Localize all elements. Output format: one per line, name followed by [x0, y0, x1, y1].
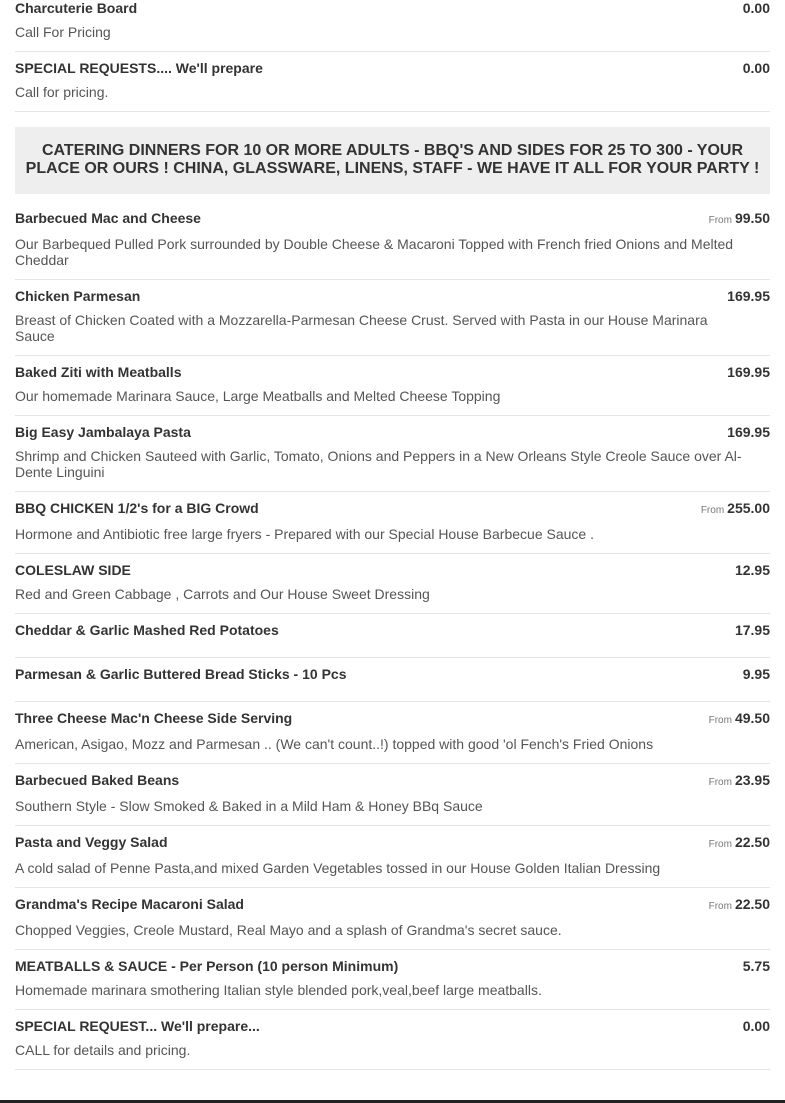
menu-item-description: Our Barbequed Pulled Pork surrounded by Double Cheese & Macaroni Topped with French fried Onions and Melted Cheddar	[15, 236, 734, 268]
menu-item-price-group	[735, 562, 770, 579]
menu-item-description: A cold salad of Penne Pasta,and mixed Garden Vegetables tossed in our House Golden Italian Dressing	[15, 860, 661, 876]
menu-item-description: Red and Green Cabbage , Carrots and Our House Sweet Dressing	[15, 586, 430, 602]
menu-item-price-group	[743, 1018, 770, 1035]
menu-item-price: 0.00	[742, 0, 770, 16]
menu-item-name: Chicken Parmesan	[15, 288, 141, 304]
menu-item-header	[15, 710, 770, 729]
menu-item-header	[15, 0, 770, 17]
menu-item[interactable]	[15, 702, 770, 764]
menu-item-description: Hormone and Antibiotic free large fryers - Prepared with our Special House Barbecue Sauce .	[15, 526, 594, 542]
menu-item-description: Call For Pricing	[15, 24, 111, 40]
menu-list	[15, 0, 770, 1070]
menu-item-price-group	[743, 666, 770, 683]
menu-item-price: 0.00	[742, 60, 770, 76]
menu-item-header	[15, 424, 770, 441]
menu-item-header	[15, 834, 770, 853]
menu-item[interactable]	[15, 614, 770, 658]
menu-item-header	[15, 622, 770, 639]
menu-item-name: SPECIAL REQUESTS.... We'll prepare	[15, 60, 263, 76]
menu-item-description: CALL for details and pricing.	[15, 1042, 191, 1058]
menu-item-price-group	[709, 710, 770, 729]
menu-item-price: 5.75	[742, 958, 770, 974]
price-from-label: From	[708, 901, 732, 912]
menu-item-header	[15, 562, 770, 579]
menu-item-price-group	[743, 958, 770, 975]
menu-item-price: 22.50	[734, 896, 770, 912]
price-from-label: From	[708, 777, 732, 788]
menu-item[interactable]	[15, 826, 770, 888]
menu-item[interactable]	[15, 950, 770, 1010]
price-from-label: From	[700, 505, 725, 516]
menu-item-header	[15, 896, 770, 915]
menu-item-price-group	[743, 60, 770, 77]
menu-item-header	[15, 288, 770, 305]
menu-item-price: 49.50	[734, 710, 770, 726]
menu-item-name: Big Easy Jambalaya Pasta	[15, 424, 191, 440]
menu-item[interactable]	[15, 202, 770, 280]
menu-item[interactable]	[15, 356, 770, 416]
menu-item[interactable]	[15, 1010, 770, 1070]
price-from-label: From	[708, 839, 732, 850]
menu-item-description: American, Asigao, Mozz and Parmesan .. (We can't count..!) topped with good 'ol Fench's Fried Onions	[15, 736, 654, 752]
menu-item-header	[15, 500, 770, 519]
menu-item-header	[15, 1018, 770, 1035]
menu-item-price: 255.00	[727, 500, 770, 516]
menu-item-price-group	[709, 772, 770, 791]
menu-item-price-group	[709, 210, 770, 229]
menu-item[interactable]	[15, 0, 770, 52]
menu-item-name: COLESLAW SIDE	[15, 562, 131, 578]
menu-item-price-group	[735, 622, 770, 639]
menu-item-name: Parmesan & Garlic Buttered Bread Sticks - 10 Pcs	[15, 666, 347, 682]
menu-item-name: Cheddar & Garlic Mashed Red Potatoes	[15, 622, 279, 638]
menu-item[interactable]	[15, 554, 770, 614]
menu-item-price: 169.95	[727, 288, 770, 304]
menu-item-price: 17.95	[734, 622, 770, 638]
menu-item-price-group	[743, 0, 770, 17]
menu-item-description: Shrimp and Chicken Sauteed with Garlic, Tomato, Onions and Peppers in a New Orleans Style Creole Sauce over Al-Dente Linguini	[15, 448, 742, 480]
menu-item-price: 23.95	[734, 772, 770, 788]
menu-item[interactable]	[15, 280, 770, 356]
top-items-section	[15, 0, 770, 112]
menu-item-price-group	[727, 424, 770, 441]
menu-item[interactable]	[15, 658, 770, 702]
menu-item-header	[15, 210, 770, 229]
menu-item-name: Baked Ziti with Meatballs	[15, 364, 182, 380]
menu-item-description: Southern Style - Slow Smoked & Baked in a Mild Ham & Honey BBq Sauce	[15, 798, 483, 814]
menu-item-description: Chopped Veggies, Creole Mustard, Real Mayo and a splash of Grandma's secret sauce.	[15, 922, 562, 938]
menu-item[interactable]	[15, 416, 770, 492]
menu-item-price-group	[727, 288, 770, 305]
menu-item-price-group	[727, 364, 770, 381]
menu-item-name: Barbecued Baked Beans	[15, 772, 180, 788]
menu-item-price: 0.00	[742, 1018, 770, 1034]
menu-item-description: Breast of Chicken Coated with a Mozzarella-Parmesan Cheese Crust. Served with Pasta in our House Marinara Sauce	[15, 312, 708, 344]
menu-item-price: 9.95	[742, 666, 770, 682]
menu-item-price: 12.95	[734, 562, 770, 578]
menu-item-price: 99.50	[734, 210, 770, 226]
price-from-label: From	[708, 715, 732, 726]
menu-item-price-group	[709, 834, 770, 853]
menu-item-price: 169.95	[727, 364, 770, 380]
menu-item-price: 169.95	[727, 424, 770, 440]
menu-item-description: Call for pricing.	[15, 84, 109, 100]
menu-item-price-group	[701, 500, 770, 519]
catering-banner: CATERING DINNERS FOR 10 OR MORE ADULTS - BBQ'S AND SIDES FOR 25 TO 300 - YOUR PLACE OR OURS ! CHINA, GLASSWARE, LINENS, STAFF - WE HAVE IT ALL FOR YOUR PARTY !	[15, 127, 770, 194]
menu-item-header	[15, 364, 770, 381]
catering-items-section	[15, 202, 770, 1070]
menu-item[interactable]	[15, 888, 770, 950]
menu-item[interactable]	[15, 492, 770, 554]
price-from-label: From	[708, 215, 732, 226]
menu-item-description: Homemade marinara smothering Italian style blended pork,veal,beef large meatballs.	[15, 982, 542, 998]
menu-item-name: Grandma's Recipe Macaroni Salad	[15, 896, 244, 912]
menu-item-name: Pasta and Veggy Salad	[15, 834, 168, 850]
menu-item-price-group	[709, 896, 770, 915]
menu-item-name: SPECIAL REQUEST... We'll prepare...	[15, 1018, 260, 1034]
menu-item-header	[15, 958, 770, 975]
menu-item-price: 22.50	[734, 834, 770, 850]
menu-item-description: Our homemade Marinara Sauce, Large Meatballs and Melted Cheese Topping	[15, 388, 501, 404]
menu-item-name: BBQ CHICKEN 1/2's for a BIG Crowd	[15, 500, 259, 516]
menu-item-header	[15, 666, 770, 683]
menu-item-name: Barbecued Mac and Cheese	[15, 210, 201, 226]
menu-item-name: Charcuterie Board	[15, 0, 138, 16]
menu-item-name: MEATBALLS & SAUCE - Per Person (10 person Minimum)	[15, 958, 399, 974]
menu-item-name: Three Cheese Mac'n Cheese Side Serving	[15, 710, 293, 726]
menu-item-header	[15, 772, 770, 791]
menu-item[interactable]	[15, 52, 770, 112]
menu-item[interactable]	[15, 764, 770, 826]
menu-item-header	[15, 60, 770, 77]
